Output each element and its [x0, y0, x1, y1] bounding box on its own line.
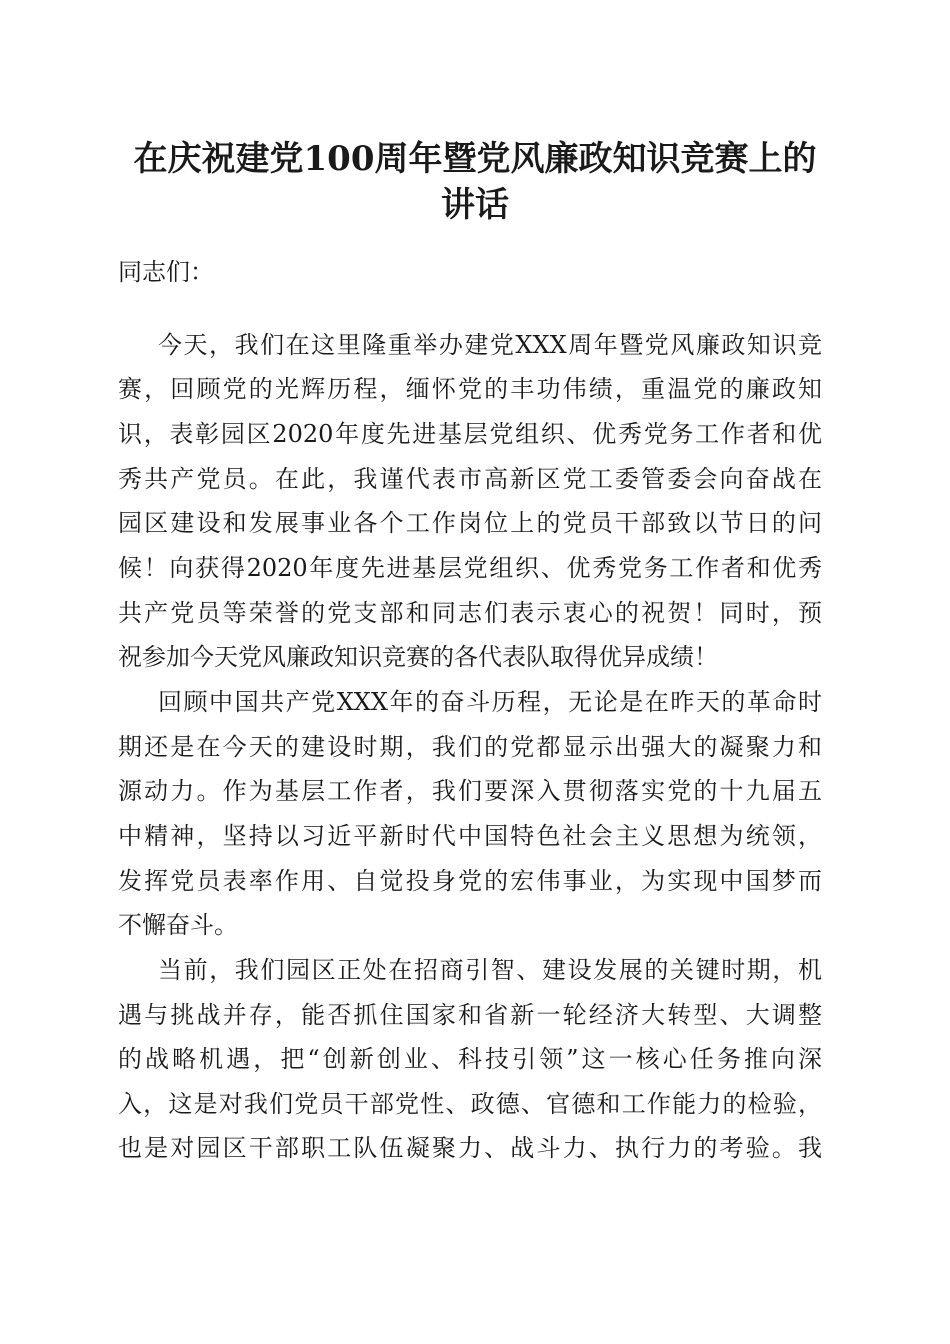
- document-title-line-1: 在庆祝建党100周年暨党风廉政知识竞赛上的: [133, 139, 817, 179]
- paragraph-line: 期还是在今天的建设时期，我们的党都显示出强大的凝聚力和: [118, 732, 822, 761]
- paragraph-line: 共产党员等荣誉的党支部和同志们表示衷心的祝贺！同时，预: [118, 598, 822, 627]
- paragraph: [118, 680, 822, 948]
- paragraph-line: 识，表彰园区2020年度先进基层党组织、优秀党务工作者和优: [118, 419, 822, 448]
- paragraph: [118, 948, 822, 1171]
- paragraph-line: 不懈奋斗。: [118, 911, 238, 940]
- paragraph-line: 当前，我们园区正处在招商引智、建设发展的关键时期，机: [158, 955, 822, 984]
- paragraph-line: 中精神，坚持以习近平新时代中国特色社会主义思想为统领，: [118, 821, 822, 850]
- paragraph-line: 赛，回顾党的光辉历程，缅怀党的丰功伟绩，重温党的廉政知: [118, 375, 822, 404]
- document-body: [118, 250, 822, 1171]
- paragraph-line: 今天，我们在这里隆重举办建党XXX周年暨党风廉政知识竞: [158, 330, 822, 359]
- paragraph-line: 入，这是对我们党员干部党性、政德、官德和工作能力的检验，: [118, 1089, 822, 1118]
- paragraph-line: 候！向获得2020年度先进基层党组织、优秀党务工作者和优秀: [118, 553, 822, 582]
- paragraph-line: 园区建设和发展事业各个工作岗位上的党员干部致以节日的问: [118, 509, 822, 538]
- paragraph-line: 秀共产党员。在此，我谨代表市高新区党工委管委会向奋战在: [118, 464, 822, 493]
- paragraph-line: 也是对园区干部职工队伍凝聚力、战斗力、执行力的考验。我: [118, 1134, 822, 1163]
- paragraph-line: 遇与挑战并存，能否抓住国家和省新一轮经济大转型、大调整: [118, 1000, 822, 1029]
- paragraph: [118, 323, 822, 680]
- paragraph-line: 发挥党员表率作用、自觉投身党的宏伟事业，为实现中国梦而: [118, 866, 822, 895]
- paragraph-line: 源动力。作为基层工作者，我们要深入贯彻落实党的十九届五: [118, 777, 822, 806]
- paragraph-line: 回顾中国共产党XXX年的奋斗历程，无论是在昨天的革命时: [158, 687, 822, 716]
- paragraphs: [118, 323, 822, 1171]
- document-title-line-2: 讲话: [441, 185, 509, 225]
- salutation: 同志们：: [118, 258, 214, 286]
- paragraph-line: 的战略机遇，把“创新创业、科技引领”这一核心任务推向深: [118, 1045, 822, 1074]
- paragraph-line: 祝参加今天党风廉政知识竞赛的各代表队取得优异成绩！: [118, 643, 718, 672]
